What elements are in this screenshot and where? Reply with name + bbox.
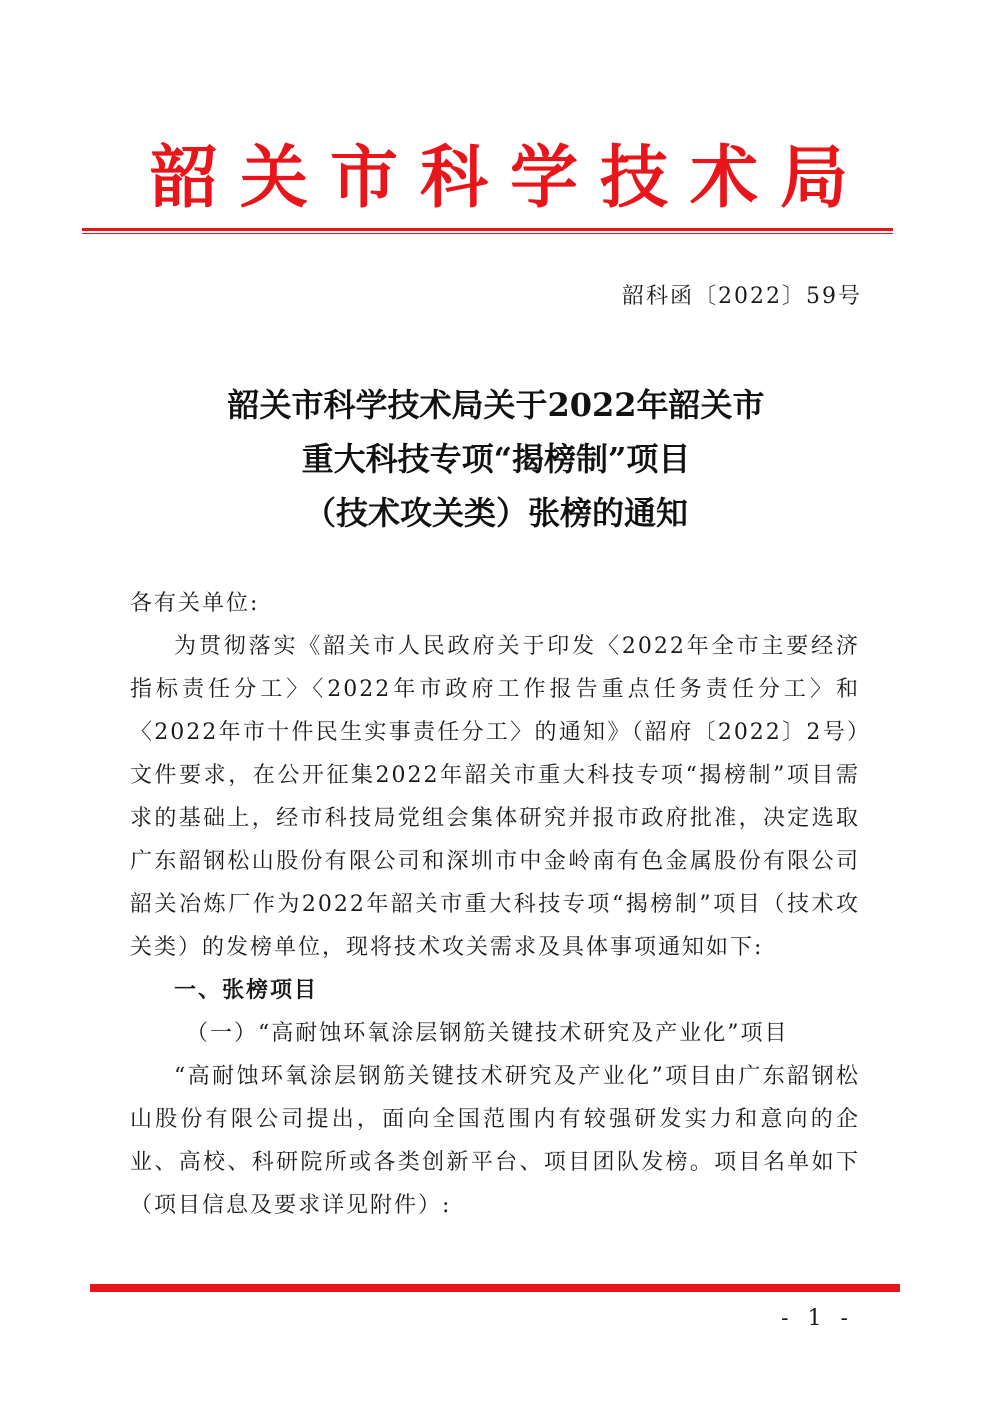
footer-divider [90, 1284, 900, 1292]
paragraph-project: “高耐蚀环氧涂层钢筋关键技术研究及产业化”项目由广东韶钢松山股份有限公司提出，面向全国范围内有较强研发实力和意向的企业、高校、科研院所或各类创新平台、项目团队发榜。项目名单如下（项目信息及要求详见附件）: [130, 1064, 860, 1218]
subsection-heading: （一）“高耐蚀环氧涂层钢筋关键技术研究及产业化”项目 [186, 1021, 789, 1046]
page-number: - 1 - [781, 1306, 854, 1331]
title-line-2: 重大科技专项“揭榜制”项目 [301, 440, 691, 478]
salutation: 各有关单位: [130, 591, 260, 616]
header-divider-thin [82, 233, 893, 234]
section-heading: 一、张榜项目 [174, 977, 319, 1003]
paragraph-intro: 为贯彻落实《韶关市人民政府关于印发〈2022年全市主要经济指标责任分工〉〈2022年市政府工作报告重点任务责任分工〉和〈2022年市十件民生实事责任分工〉的通知》（韶府〔2022〕2号）文件要求，在公开征集2022年韶关市重大科技专项“揭榜制”项目需求的基础上，经市科技局党组会集体研究并报市政府批准，决定选取广东韶钢松山股份有限公司和深圳市中金岭南有色金属股份有限公司韶关冶炼厂作为2022年韶关市重大科技专项“揭榜制”项目（技术攻关类）的发榜单位，现将技术攻关需求及具体事项通知如下: [130, 634, 861, 960]
document-title [130, 378, 862, 540]
agency-masthead: 韶关市科学技术局 [150, 138, 871, 218]
document-number: 韶科函〔2022〕59号 [622, 284, 862, 309]
document-body [130, 582, 860, 1227]
title-line-3: （技术攻关类）张榜的通知 [303, 494, 688, 532]
title-line-1: 韶关市科学技术局关于2022年韶关市 [227, 386, 765, 424]
header-divider [82, 228, 893, 231]
